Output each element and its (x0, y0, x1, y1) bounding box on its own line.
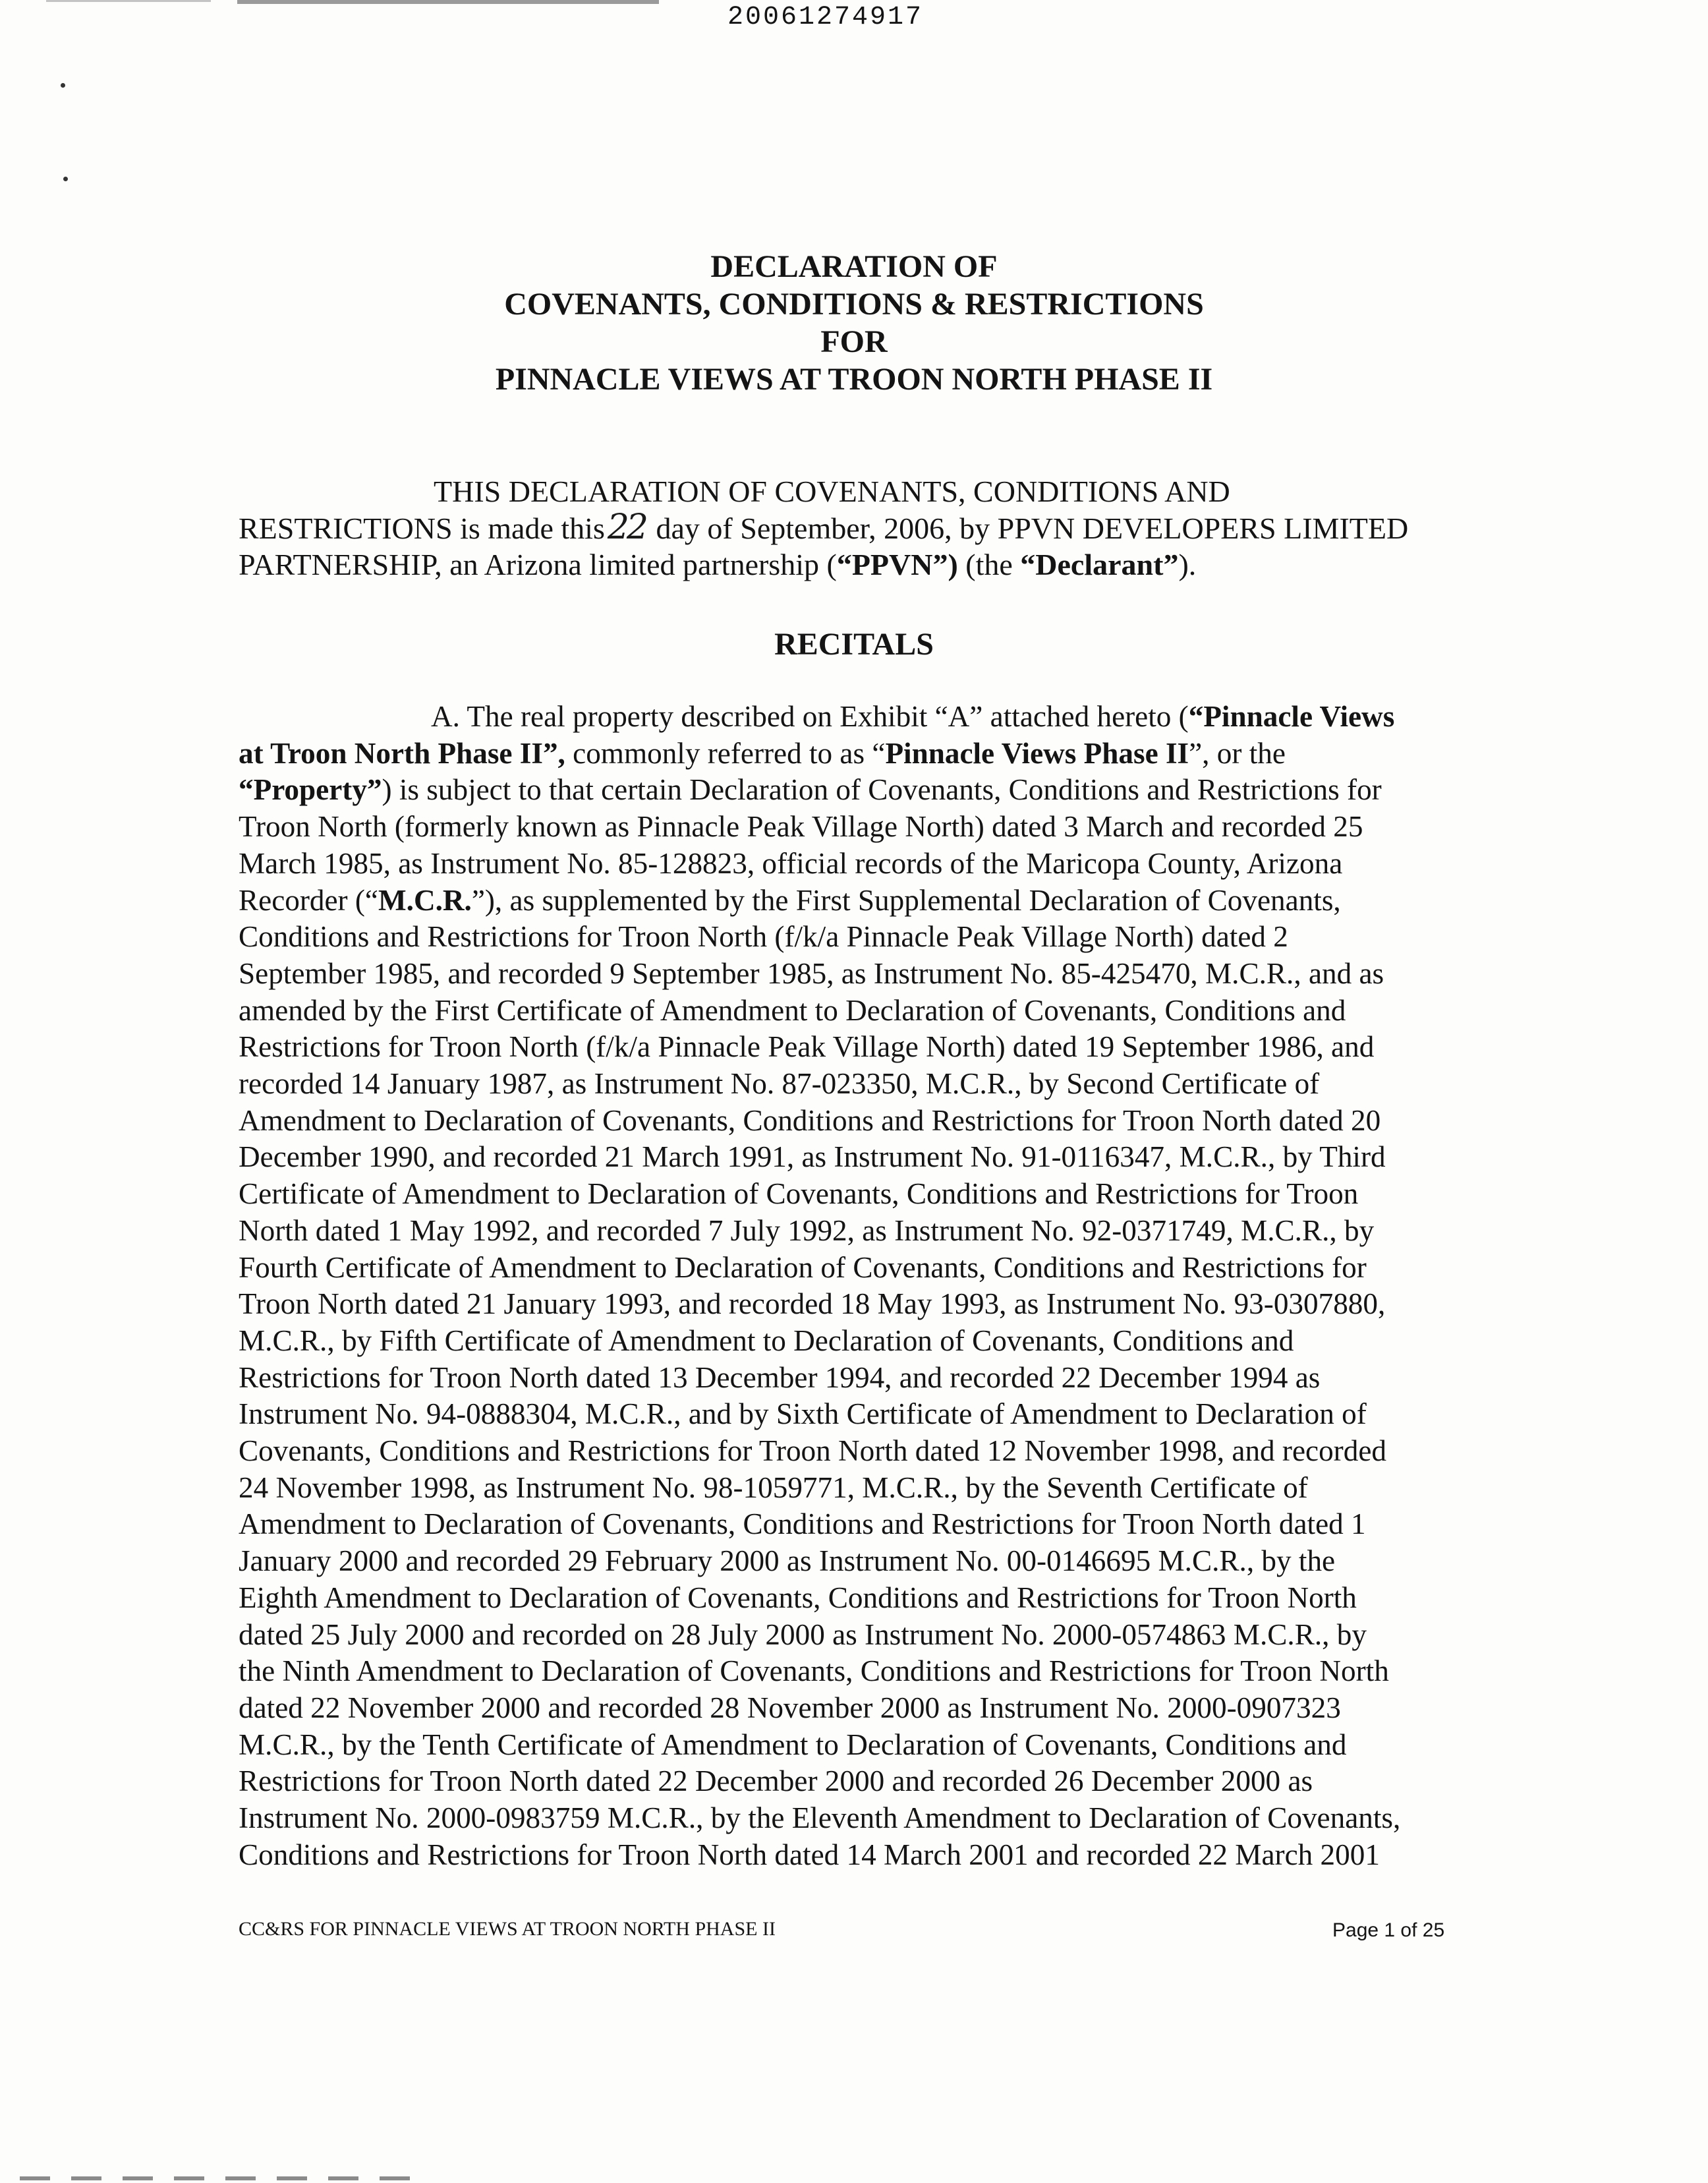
recital-line: Eighth Amendment to Declaration of Covenants, Conditions and Restrictions for Troon North (239, 1581, 1357, 1614)
intro-line: PARTNERSHIP, an Arizona limited partnership (“PPVN”) (the “Declarant”). (239, 548, 1197, 581)
recital-line: dated 22 November 2000 and recorded 28 November 2000 as Instrument No. 2000-0907323 (239, 1691, 1341, 1724)
recital-line: Covenants, Conditions and Restrictions for Troon North dated 12 November 1998, and recorded (239, 1434, 1386, 1468)
recital-line: Instrument No. 94-0888304, M.C.R., and by Sixth Certificate of Amendment to Declaration of (239, 1397, 1367, 1431)
recital-line: Troon North (formerly known as Pinnacle Peak Village North) dated 3 March and recorded 25 (239, 810, 1363, 844)
recital-line: Certificate of Amendment to Declaration of Covenants, Conditions and Restrictions for Troon (239, 1177, 1359, 1211)
recital-line: Restrictions for Troon North dated 13 December 1994, and recorded 22 December 1994 as (239, 1360, 1321, 1394)
footer-document-title: CC&RS FOR PINNACLE VIEWS AT TROON NORTH PHASE II (239, 1918, 776, 1940)
intro-paragraph (239, 473, 1491, 583)
recital-line: September 1985, and recorded 9 September 1985, as Instrument No. 85-425470, M.C.R., and as (239, 956, 1384, 990)
handwritten-day: 22 (607, 508, 646, 547)
recital-line: January 2000 and recorded 29 February 2000 as Instrument No. 00-0146695 M.C.R., by the (239, 1544, 1336, 1578)
recital-line: Conditions and Restrictions for Troon North (f/k/a Pinnacle Peak Village North) dated 2 (239, 920, 1288, 954)
title-line: PINNACLE VIEWS AT TROON NORTH PHASE II (495, 362, 1213, 397)
recital-a (239, 699, 1400, 1874)
recital-line: M.C.R., by Fifth Certificate of Amendment to Declaration of Covenants, Conditions and (239, 1324, 1294, 1357)
recording-number: 20061274917 (727, 3, 924, 32)
recital-line: amended by the First Certificate of Amendment to Declaration of Covenants, Conditions and (239, 993, 1346, 1027)
recital-line: Amendment to Declaration of Covenants, Conditions and Restrictions for Troon North dated 20 (239, 1103, 1381, 1137)
scan-artifact-line (46, 0, 211, 2)
recital-line: Troon North dated 21 January 1993, and recorded 18 May 1993, as Instrument No. 93-0307880, (239, 1287, 1386, 1321)
scan-speck (61, 83, 65, 88)
recital-line: North dated 1 May 1992, and recorded 7 July 1992, as Instrument No. 92-0371749, M.C.R., by (239, 1213, 1375, 1247)
recital-line: Instrument No. 2000-0983759 M.C.R., by the Eleventh Amendment to Declaration of Covenants, (239, 1801, 1401, 1835)
recital-line: recorded 14 January 1987, as Instrument No. 87-023350, M.C.R., by Second Certificate of (239, 1067, 1320, 1101)
recital-line: December 1990, and recorded 21 March 1991, as Instrument No. 91-0116347, M.C.R., by Third (239, 1140, 1386, 1174)
recital-line: Fourth Certificate of Amendment to Declaration of Covenants, Conditions and Restrictions for (239, 1250, 1367, 1284)
title-line: DECLARATION OF (710, 249, 998, 284)
recital-line: dated 25 July 2000 and recorded on 28 July 2000 as Instrument No. 2000-0574863 M.C.R., by (239, 1617, 1367, 1651)
recital-line: “Property”) is subject to that certain Declaration of Covenants, Conditions and Restrictions for (239, 773, 1382, 807)
recital-line: Conditions and Restrictions for Troon North dated 14 March 2001 and recorded 22 March 2001 (239, 1838, 1380, 1871)
recital-line: at Troon North Phase II”, commonly referred to as “Pinnacle Views Phase II”, or the (239, 736, 1286, 770)
recital-line: 24 November 1998, as Instrument No. 98-1059771, M.C.R., by the Seventh Certificate of (239, 1470, 1308, 1504)
recital-line: the Ninth Amendment to Declaration of Covenants, Conditions and Restrictions for Troon North (239, 1654, 1389, 1688)
document-title (0, 248, 1708, 398)
page-number: Page 1 of 25 (1332, 1919, 1445, 1941)
title-line: COVENANTS, CONDITIONS & RESTRICTIONS (504, 287, 1204, 322)
intro-line: THIS DECLARATION OF COVENANTS, CONDITIONS AND (434, 475, 1230, 508)
recital-line: Amendment to Declaration of Covenants, Conditions and Restrictions for Troon North dated 1 (239, 1507, 1366, 1541)
intro-line: RESTRICTIONS is made this22 day of September, 2006, by PPVN DEVELOPERS LIMITED (239, 508, 1409, 547)
recital-line: A. The real property described on Exhibit “A” attached hereto (“Pinnacle Views (431, 700, 1395, 733)
recital-line: March 1985, as Instrument No. 85-128823, official records of the Maricopa County, Arizona (239, 846, 1343, 880)
recital-line: Recorder (“M.C.R.”), as supplemented by the First Supplemental Declaration of Covenants, (239, 883, 1341, 917)
scan-speck (63, 177, 68, 181)
scan-artifact-marks (20, 2176, 415, 2180)
recital-line: Restrictions for Troon North (f/k/a Pinnacle Peak Village North) dated 19 September 1986, and (239, 1030, 1375, 1064)
recital-line: Restrictions for Troon North dated 22 December 2000 and recorded 26 December 2000 as (239, 1764, 1313, 1798)
recital-line: M.C.R., by the Tenth Certificate of Amendment to Declaration of Covenants, Conditions and (239, 1728, 1347, 1761)
scan-artifact-bar (237, 0, 659, 4)
title-line: FOR (820, 324, 888, 359)
recitals-heading: RECITALS (774, 627, 934, 662)
